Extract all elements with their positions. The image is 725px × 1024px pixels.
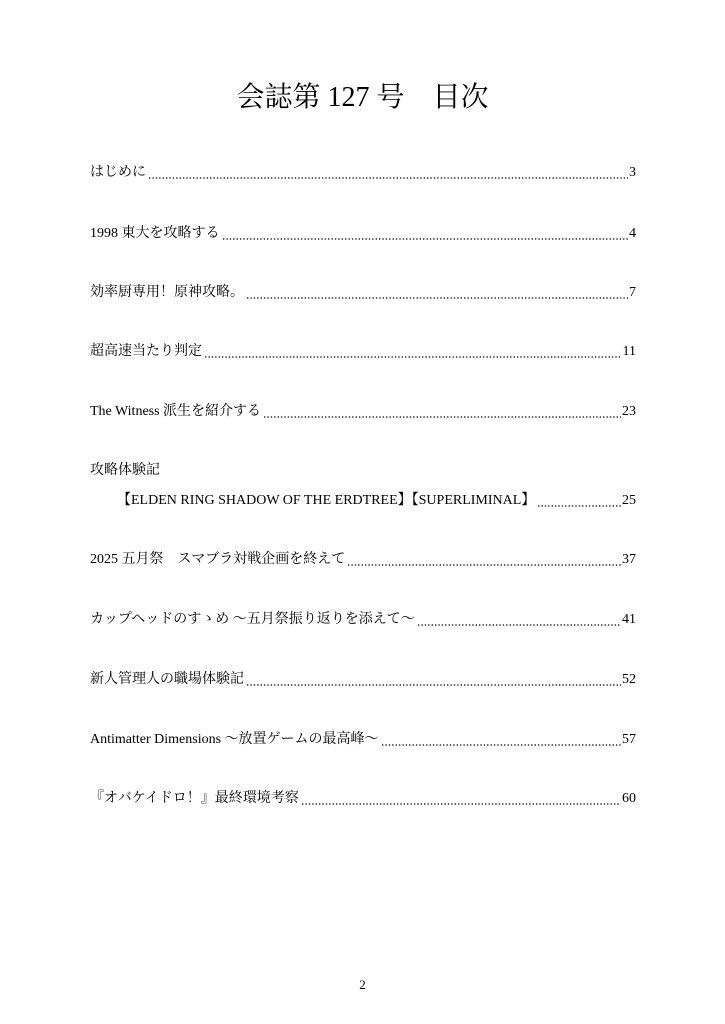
- dot-leader: [222, 238, 629, 240]
- toc-entry-title: 【ELDEN RING SHADOW OF THE ERDTREE】【SUPERLIMINAL】: [117, 493, 536, 508]
- toc-entry[interactable]: [90, 342, 636, 362]
- toc-entry-title: 『オバケイドロ！』最終環境考察: [90, 791, 299, 806]
- toc-entry-title: カップヘッドのすゝめ ～五月祭振り返りを添えて～: [90, 612, 415, 627]
- toc-entry-page: 25: [622, 493, 636, 508]
- toc-entry-page: 4: [629, 226, 636, 241]
- toc-entry[interactable]: [90, 610, 636, 630]
- toc-entry[interactable]: [90, 670, 636, 690]
- toc-entry-page: 41: [622, 612, 636, 627]
- dot-leader: [246, 684, 621, 686]
- toc-entry-page: 52: [622, 672, 636, 687]
- toc-entry-title: 超高速当たり判定: [90, 344, 202, 359]
- toc-entry[interactable]: [90, 491, 636, 511]
- toc-entry-page: 11: [622, 344, 636, 359]
- toc-entry-title: 2025 五月祭 スマブラ対戦企画を終えて: [90, 552, 346, 567]
- toc-entry-page: 23: [622, 404, 636, 419]
- toc-entry[interactable]: [90, 224, 636, 244]
- toc-entry-page: 3: [629, 165, 636, 180]
- toc-entry-page: 57: [622, 732, 636, 747]
- toc-entry[interactable]: [90, 789, 636, 809]
- toc-entry[interactable]: [90, 402, 636, 422]
- toc-entry[interactable]: [90, 163, 636, 183]
- dot-leader: [148, 177, 628, 179]
- toc-entry[interactable]: [90, 730, 636, 750]
- page-number: 2: [359, 977, 366, 992]
- toc-entry-title: 1998 東大を攻略する: [90, 226, 220, 241]
- toc-entry-title: 新人管理人の職場体験記: [90, 672, 244, 687]
- dot-leader: [263, 416, 621, 418]
- dot-leader: [537, 505, 621, 507]
- toc-entry-title: The Witness 派生を紹介する: [90, 404, 262, 419]
- page-title: 会誌第 127 号 目次: [236, 82, 489, 113]
- dot-leader: [246, 297, 628, 299]
- dot-leader: [381, 744, 621, 746]
- toc-entry-page: 60: [622, 791, 636, 806]
- dot-leader: [417, 624, 621, 626]
- toc-group-heading: 攻略体験記: [90, 463, 160, 478]
- toc-entry-page: 7: [629, 285, 636, 300]
- toc-entry-title: 効率厨専用！原神攻略。: [90, 285, 244, 300]
- toc-entry-title: はじめに: [90, 165, 146, 180]
- dot-leader: [301, 803, 621, 805]
- toc-entry-page: 37: [622, 552, 636, 567]
- dot-leader: [204, 356, 622, 358]
- toc-entry-title: Antimatter Dimensions ～放置ゲームの最高峰～: [90, 732, 379, 747]
- toc-entry[interactable]: [90, 550, 636, 570]
- toc-entry[interactable]: [90, 283, 636, 303]
- dot-leader: [347, 564, 621, 566]
